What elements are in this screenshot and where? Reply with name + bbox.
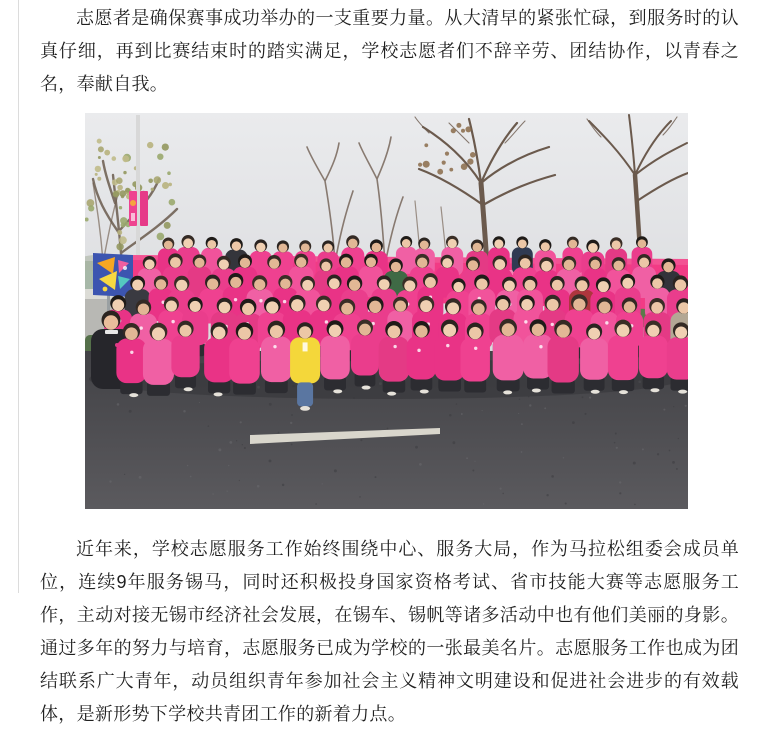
paragraph-body: 近年来，学校志愿服务工作始终围绕中心、服务大局，作为马拉松组委会成员单位，连续9年服务锡马，同时还积极投身国家资格考试、省市技能大赛等志愿服务工作，主动对接无锡市经济社会发展，在锡车、锡帆等诸多活动中也有他们美丽的身影。通过多年的努力与培育，志愿服务已成为学校的一张最美名片。志愿服务工作也成为团结联系广大青年，动员组织青年参加社会主义精神文明建设和促进社会进步的有效载体，是新形势下学校共青团工作的新着力点。 [40, 539, 739, 724]
banner-decor-panel [93, 253, 133, 297]
group-photo [85, 113, 688, 509]
paragraph-intro: 志愿者是确保赛事成功举办的一支重要力量。从大清早的紧张忙碌，到服务时的认真仔细，再到比赛结束时的踏实满足，学校志愿者们不辞辛劳、团结协作，以青春之名，奉献自我。 [40, 8, 739, 94]
group-photo-illustration [85, 113, 688, 509]
content-frame-border [18, 0, 19, 593]
